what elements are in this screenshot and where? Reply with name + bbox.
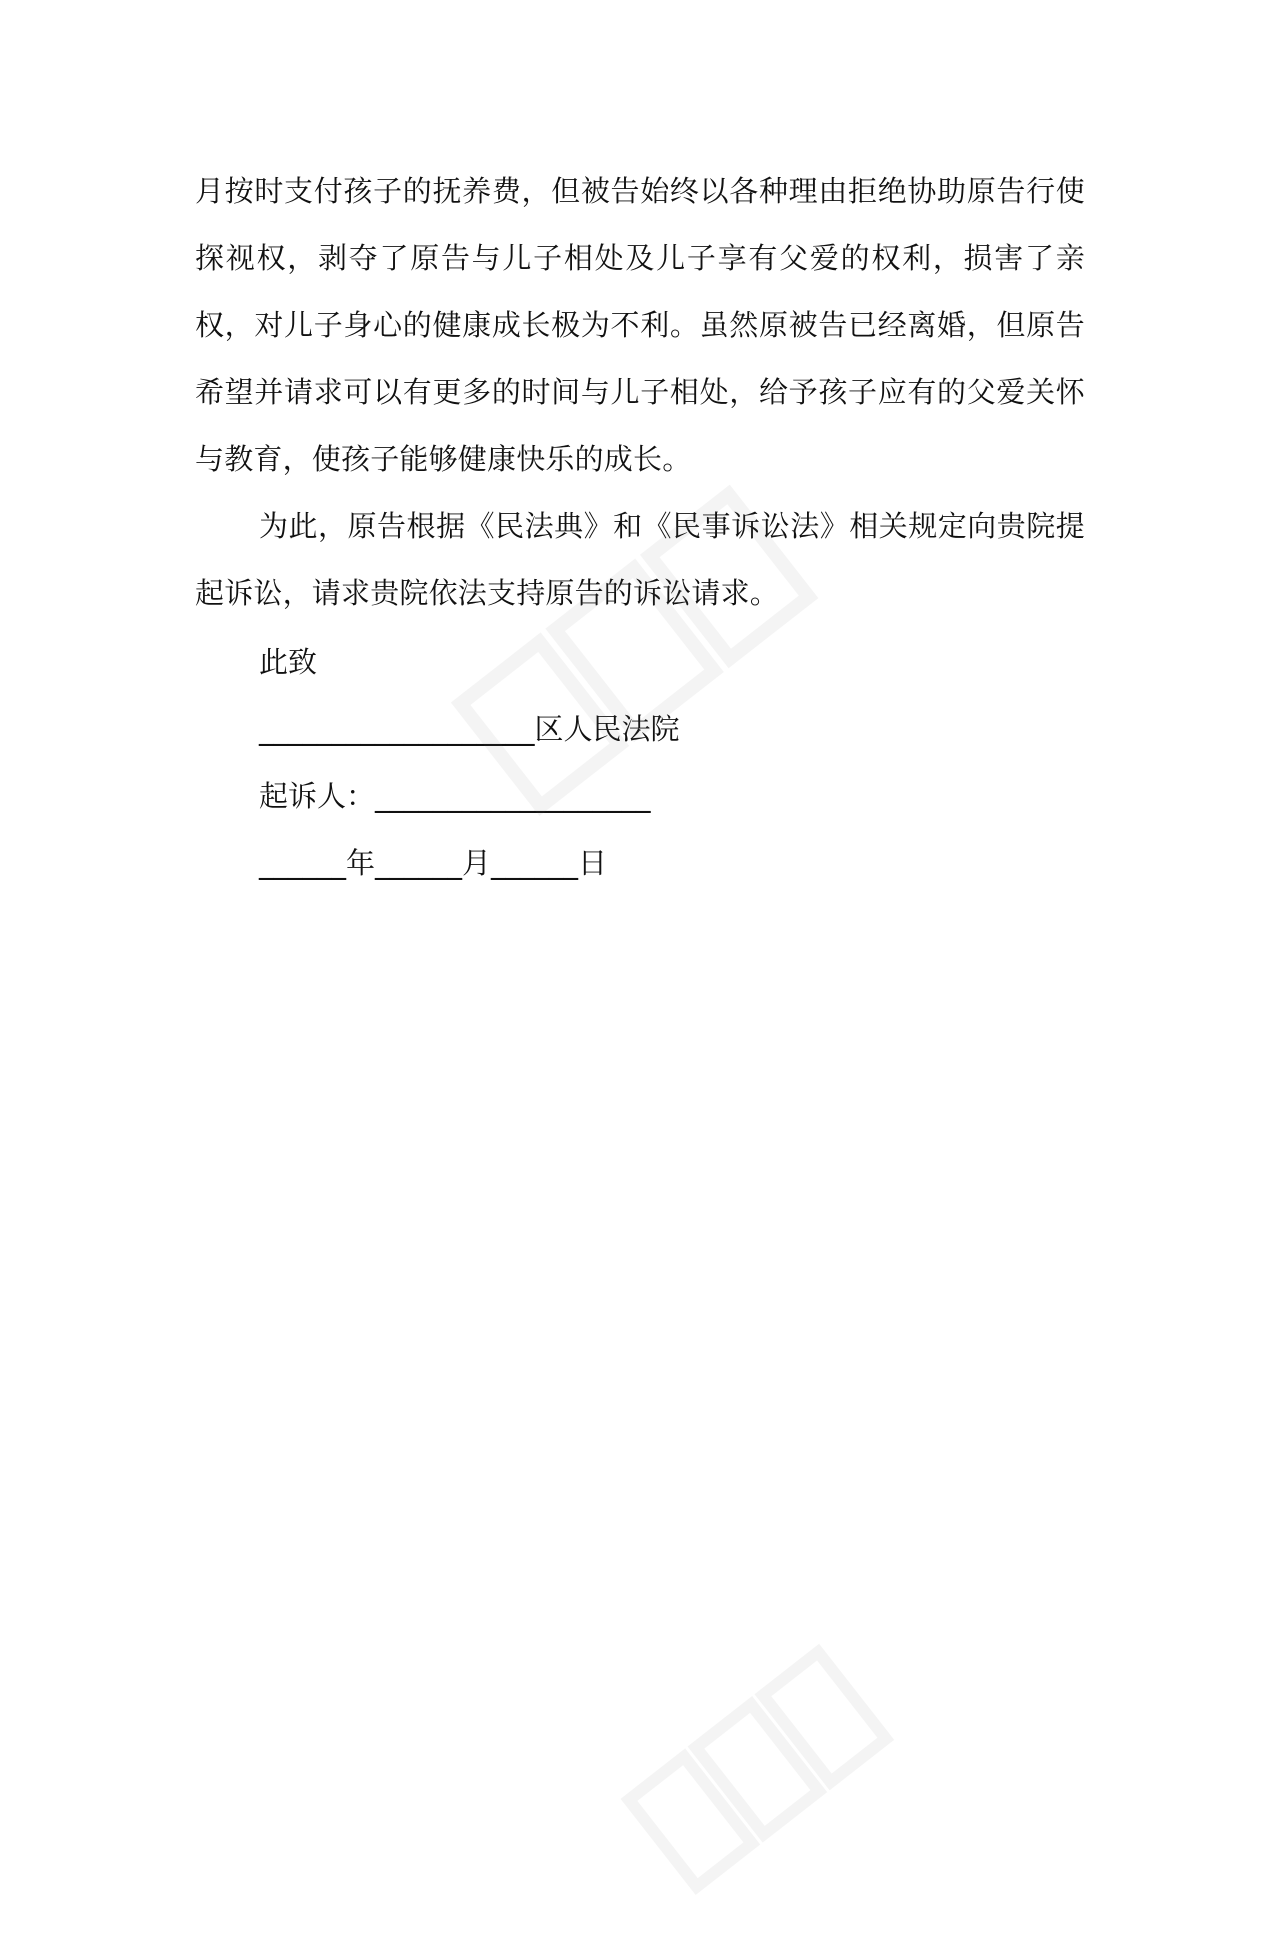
paragraph-grounds: 月按时支付孩子的抚养费，但被告始终以各种理由拒绝协助原告行使探视权，剥夺了原告与儿子相处及儿子享有父爱的权利，损害了亲权，对儿子身心的健康成长极为不利。虽然原被告已经离婚，但原告希望并请求可以有更多的时间与儿子相处，给予孩子应有的父爱关怀与教育，使孩子能够健康快乐的成长。 bbox=[195, 174, 1085, 476]
paragraph-legal-basis: 为此，原告根据《民法典》和《民事诉讼法》相关规定向贵院提起诉讼，请求贵院依法支持原告的诉讼请求。 bbox=[195, 509, 1085, 610]
salutation: 此致 bbox=[259, 645, 318, 679]
court-line: ___________________区人民法院 bbox=[259, 712, 680, 746]
date-line: ______年______月______日 bbox=[259, 846, 608, 880]
closing-block bbox=[259, 629, 680, 897]
document-body bbox=[195, 158, 1085, 627]
watermark-logo-bottom bbox=[615, 1638, 925, 1933]
plaintiff-signature-line: 起诉人：___________________ bbox=[259, 779, 651, 813]
